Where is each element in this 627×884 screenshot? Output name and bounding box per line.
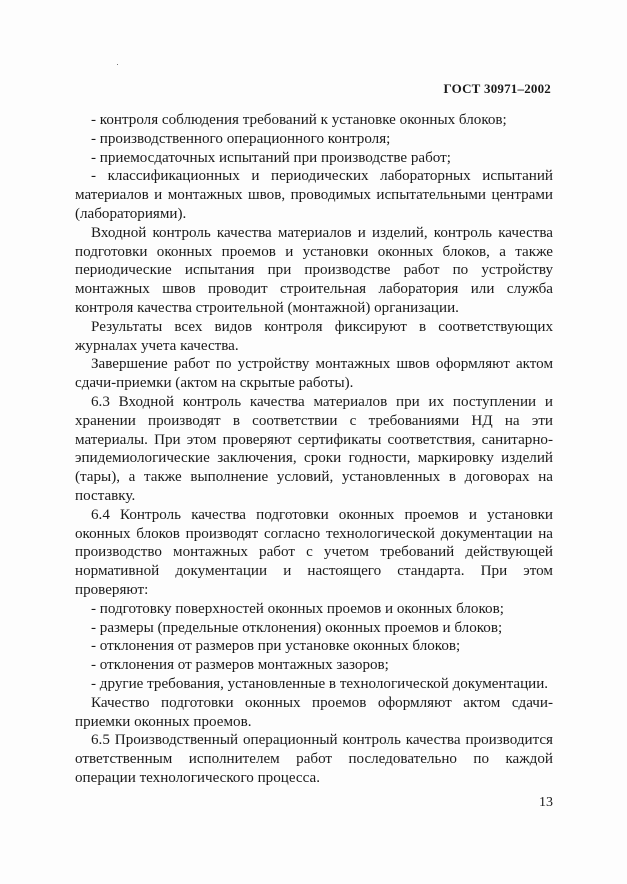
paragraph: Качество подготовки оконных проемов оформляют актом сдачи-приемки оконных проемов. [75, 694, 553, 730]
scan-speck [117, 64, 118, 65]
paragraph: Входной контроль качества материалов и изделий, контроль качества подготовки оконных проемов и установки оконных блоков, а также периодические испытания при производстве работ по устройству монтажных швов проводит строительная лаборатория или служба контроля качества строительной (монтажной) организации. [75, 224, 553, 316]
paragraph: - другие требования, установленные в технологической документации. [91, 675, 549, 692]
paragraph: 6.4 Контроль качества подготовки оконных проемов и установки оконных блоков производят согласно технологической документации на производство монтажных работ с учетом требований действующей нормативной документации и настоящего стандарта. При этом проверяют: [75, 506, 553, 598]
paragraph: - отклонения от размеров при установке оконных блоков; [91, 638, 461, 655]
paragraph: Завершение работ по устройству монтажных швов оформляют актом сдачи-приемки (актом на скрытые работы). [75, 356, 553, 392]
paragraph: - размеры (предельные отклонения) оконных проемов и блоков; [91, 619, 503, 636]
paragraph: - подготовку поверхностей оконных проемов и оконных блоков; [91, 600, 504, 617]
paragraph: - приемосдаточных испытаний при производстве работ; [91, 149, 451, 166]
paragraph: - классификационных и периодических лабораторных испытаний материалов и монтажных швов, проводимых испытательными центрами (лабораториями). [75, 168, 553, 222]
document-code-header: ГОСТ 30971–2002 [443, 81, 551, 96]
document-body [75, 111, 553, 788]
paragraph: 6.5 Производственный операционный контроль качества производится ответственным исполнителем работ последовательно по каждой операции технологического процесса. [75, 732, 553, 786]
paragraph: - контроля соблюдения требований к установке оконных блоков; [91, 112, 507, 128]
paragraph: - отклонения от размеров монтажных зазоров; [91, 657, 389, 674]
paragraph: - производственного операционного контроля; [91, 130, 391, 147]
page-number: 13 [539, 795, 553, 810]
paragraph: 6.3 Входной контроль качества материалов при их поступлении и хранении производят в соответствии с требованиями НД на эти материалы. При этом проверяют сертификаты соответствия, санитарно-эпидемиологические заключения, сроки годности, маркировку изделий (тары), а также выполнение условий, установленных в договорах на поставку. [75, 393, 553, 504]
paragraph: Результаты всех видов контроля фиксируют в соответствующих журналах учета качества. [75, 318, 553, 354]
